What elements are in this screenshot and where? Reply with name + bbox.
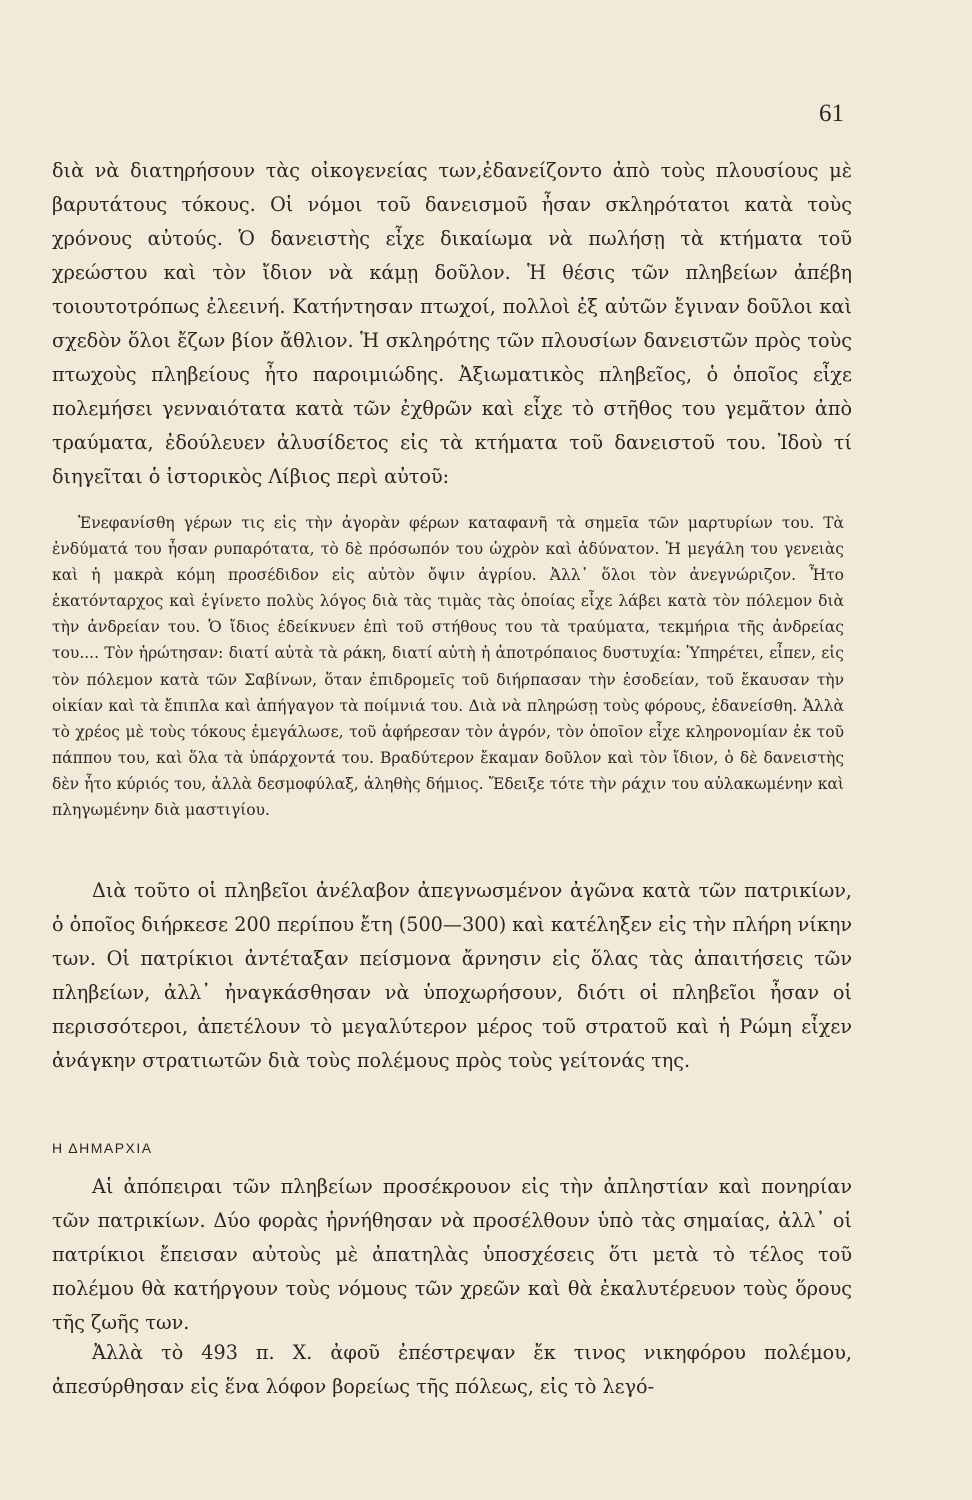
livy-quotation: Ἐνεφανίσθη γέρων τις εἰς τὴν ἀγορὰν φέρων καταφανῆ τὰ σημεῖα τῶν μαρτυρίων του. Τὰ ἐνδύματά του ἦσαν ρυπαρότατα, τὸ δὲ πρόσωπόν του ὠχρὸν καὶ ἀδύνατον. Ἡ μεγάλη του γενειὰς καὶ ἡ μακρὰ κόμη προσέδιδον εἰς αὐτὸν ὄψιν ἀγρίου. Ἀλλ᾽ ὅλοι τὸν ἀνεγνώριζον. Ἦτο ἑκατόνταρχος καὶ ἐγίνετο πολὺς λόγος διὰ τὰς τιμὰς τὰς ὁποίας εἶχε λάβει κατὰ τὸν πόλεμον διὰ τὴν ἀνδρείαν του. Ὁ ἴδιος ἐδείκνυεν ἐπὶ τοῦ στήθους του τὰ τραύματα, τεκμήρια τῆς ἀνδρείας του.... Τὸν ἠρώτησαν: διατί αὐτὰ τὰ ράκη, διατί αὐτὴ ἡ ἀποτρόπαιος δυστυχία: Ὑπηρέτει, εἶπεν, εἰς τὸν πόλεμον κατὰ τῶν Σαβίνων, ὅταν ἐπιδρομεῖς τοῦ διήρπασαν τὴν ἐσοδείαν, τοῦ ἔκαυσαν τὴν οἰκίαν καὶ τὰ ἔπιπλα καὶ ἀπήγαγον τὰ ποίμνιά του. Διὰ νὰ πληρώσῃ τοὺς φόρους, ἐδανείσθη. Ἀλλὰ τὸ χρέος μὲ τοὺς τόκους ἐμεγάλωσε, τοῦ ἀφήρεσαν τὸν ἀγρόν, τὸν ὁποῖον εἶχε κληρονομίαν ἐκ τοῦ πάππου του, καὶ ὅλα τὰ ὑπάρχοντά του. Βραδύτερον ἔκαμαν δοῦλον καὶ τὸν ἴδιον, ὁ δὲ δανειστὴς δὲν ἦτο κύριός του, ἀλλὰ δεσμοφύλαξ, ἀληθὴς δήμιος. Ἔδειξε τότε τὴν ράχιν του αὐλακωμένην καὶ πληγωμένην διὰ μαστιγίου. xyxy=(52,514,844,820)
section-heading: Η ΔΗΜΑΡΧΙΑ xyxy=(52,1140,153,1156)
paragraph-plebeian-debts: διὰ νὰ διατηρήσουν τὰς οἰκογενείας των,ἐδανείζοντο ἀπὸ τοὺς πλουσίους μὲ βαρυτάτους τόκους. Οἱ νόμοι τοῦ δανεισμοῦ ἦσαν σκληρότατοι κατὰ τοὺς χρόνους αὐτούς. Ὁ δανειστὴς εἶχε δικαίωμα νὰ πωλήσῃ τὰ κτήματα τοῦ χρεώστου καὶ τὸν ἴδιον νὰ κάμῃ δοῦλον. Ἡ θέσις τῶν πληβείων ἀπέβη τοιουτοτρόπως ἐλεεινή. Κατήντησαν πτωχοί, πολλοὶ ἐξ αὐτῶν ἔγιναν δοῦλοι καὶ σχεδὸν ὅλοι ἔζων βίον ἄθλιον. Ἡ σκληρότης τῶν πλουσίων δανειστῶν πρὸς τοὺς πτωχοὺς πληβείους ἦτο παροιμιώδης. Ἀξιωματικὸς πληβεῖος, ὁ ὁποῖος εἶχε πολεμήσει γενναιότατα κατὰ τῶν ἐχθρῶν καὶ εἶχε τὸ στῆθος του γεμᾶτον ἀπὸ τραύματα, ἐδούλευεν ἀλυσίδετος εἰς τὰ κτήματα τοῦ δανειστοῦ του. Ἰδοὺ τί διηγεῖται ὁ ἱστορικὸς Λίβιος περὶ αὐτοῦ: xyxy=(52,159,852,488)
paragraph-plebeian-attempts: Αἱ ἀπόπειραι τῶν πληβείων προσέκρουον εἰς τὴν ἀπληστίαν καὶ πονηρίαν τῶν πατρικίων. Δύο φορὰς ἠρνήθησαν νὰ προσέλθουν ὑπὸ τὰς σημαίας, ἀλλ᾽ οἱ πατρίκιοι ἔπεισαν αὐτοὺς μὲ ἀπατηλὰς ὑποσχέσεις ὅτι μετὰ τὸ τέλος τοῦ πολέμου θὰ κατήργουν τοὺς νόμους τῶν χρεῶν καὶ θὰ ἐκαλυτέρευον τοὺς ὅρους τῆς ζωῆς των. xyxy=(52,1175,852,1334)
paragraph-struggle-against-patricians: Διὰ τοῦτο οἱ πληβεῖοι ἀνέλαβον ἀπεγνωσμένον ἀγῶνα κατὰ τῶν πατρικίων, ὁ ὁποῖος διήρκεσε 200 περίπου ἔτη (500—300) καὶ κατέληξεν εἰς τὴν πλήρη νίκην των. Οἱ πατρίκιοι ἀντέταξαν πείσμονα ἄρνησιν εἰς ὅλας τὰς ἀπαιτήσεις τῶν πληβείων, ἀλλ᾽ ἠναγκάσθησαν νὰ ὑποχωρήσουν, διότι οἱ πληβεῖοι ἦσαν οἱ περισσότεροι, ἀπετέλουν τὸ μεγαλύτερον μέρος τοῦ στρατοῦ καὶ ἡ Ρώμη εἶχεν ἀνάγκην στρατιωτῶν διὰ τοὺς πολέμους πρὸς τοὺς γείτονάς της. xyxy=(52,879,852,1072)
paragraph-secession-493: Ἀλλὰ τὸ 493 π. Χ. ἀφοῦ ἐπέστρεψαν ἔκ τινος νικηφόρου πολέμου, ἀπεσύρθησαν εἰς ἕνα λόφον βορείως τῆς πόλεως, εἰς τὸ λεγό- xyxy=(52,1341,852,1398)
page-number: 61 xyxy=(819,100,844,127)
